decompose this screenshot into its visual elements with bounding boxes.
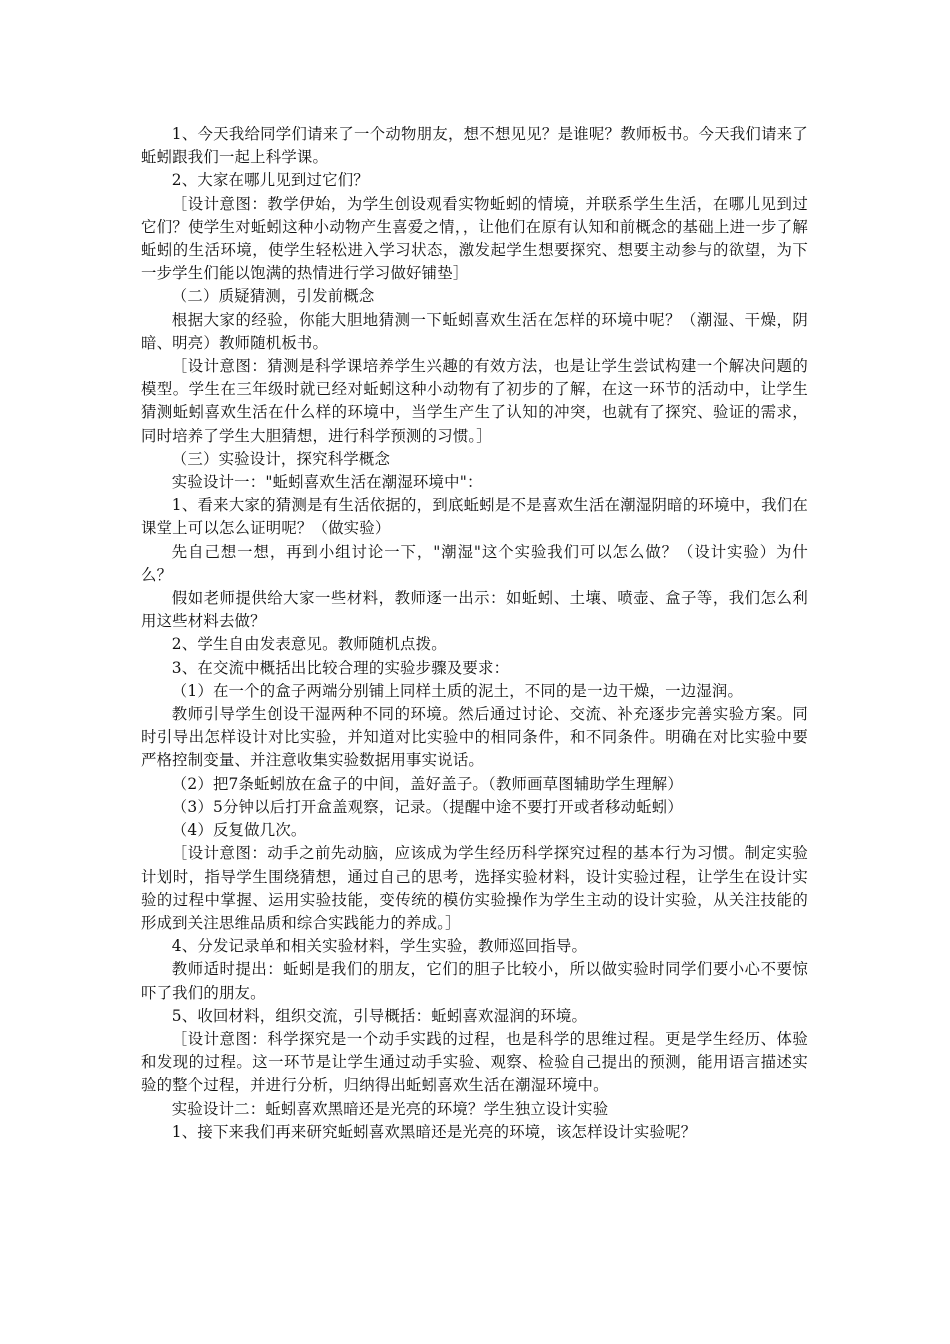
paragraph: 1、今天我给同学们请来了一个动物朋友，想不想见见？是谁呢？教师板书。今天我们请来了蚯蚓跟我们一起上科学课。 xyxy=(141,125,808,167)
paragraph: 2、大家在哪儿见到过它们？ xyxy=(171,171,369,190)
experiment-title: 实验设计二：蚯蚓喜欢黑暗还是光亮的环境？学生独立设计实验 xyxy=(171,1099,609,1118)
design-intent-note: ［设计意图：动手之前先动脑，应该成为学生经历科学探究过程的基本行为习惯。制定实验计划时，指导学生围绕猜想，通过自己的思考，选择实验材料，设计实验过程，让学生在设计实验的过程中掌握、运用实验技能，变传统的模仿实验操作为学生主动的设计实验，从关注技能的形成到关注思维品质和综合实践能力的养成。］ xyxy=(141,844,808,932)
paragraph: 根据大家的经验，你能大胆地猜测一下蚯蚓喜欢生活在怎样的环境中呢？（潮湿、干燥，阴暗、明亮）教师随机板书。 xyxy=(141,310,808,352)
design-intent-note: ［设计意图：科学探究是一个动手实践的过程，也是科学的思维过程。更是学生经历、体验和发现的过程。这一环节是让学生通过动手实验、观察、检验自己提出的预测，能用语言描述实验的整个过程，并进行分析，归纳得出蚯蚓喜欢生活在潮湿环境中。 xyxy=(141,1029,808,1095)
section-heading: （二）质疑猜测，引发前概念 xyxy=(171,287,375,306)
paragraph: 5、收回材料，组织交流，引导概括：蚯蚓喜欢湿润的环境。 xyxy=(171,1006,588,1025)
section-heading: （三）实验设计，探究科学概念 xyxy=(171,449,391,468)
paragraph: 3、在交流中概括出比较合理的实验步骤及要求： xyxy=(171,658,510,677)
experiment-title: 实验设计一："蚯蚓喜欢生活在潮湿环境中"： xyxy=(171,473,483,492)
paragraph: 先自己想一想，再到小组讨论一下，"潮湿"这个实验我们可以怎么做？（设计实验）为什么？ xyxy=(141,542,808,584)
experiment-step: （2）把7条蚯蚓放在盒子的中间，盖好盖子。（教师画草图辅助学生理解） xyxy=(171,774,683,793)
paragraph: 教师引导学生创设干湿两种不同的环境。然后通过讨论、交流、补充逐步完善实验方案。同时引导出怎样设计对比实验，并知道对比实验中的相同条件，和不同条件。明确在对比实验中要严格控制变量、并注意收集实验数据用事实说话。 xyxy=(141,705,808,770)
experiment-step: （1）在一个的盒子两端分别铺上同样土质的泥土，不同的是一边干燥，一边湿润。 xyxy=(171,681,744,700)
paragraph: 假如老师提供给大家一些材料，教师逐一出示：如蚯蚓、土壤、喷壶、盒子等，我们怎么利用这些材料去做？ xyxy=(141,589,808,631)
paragraph: 教师适时提出：蚯蚓是我们的朋友，它们的胆子比较小，所以做实验时同学们要小心不要惊吓了我们的朋友。 xyxy=(141,960,808,1002)
experiment-step: （4）反复做几次。 xyxy=(171,821,307,840)
paragraph: 1、看来大家的猜测是有生活依据的，到底蚯蚓是不是喜欢生活在潮湿阴暗的环境中，我们在课堂上可以怎么证明呢？（做实验） xyxy=(141,496,808,538)
paragraph: 2、学生自由发表意见。教师随机点拨。 xyxy=(171,635,447,654)
design-intent-note: ［设计意图：教学伊始，为学生创设观看实物蚯蚓的情境，并联系学生生活，在哪儿见到过它们？使学生对蚯蚓这种小动物产生喜爱之情，，让他们在原有认知和前概念的基础上进一步了解蚯蚓的生活环境，使学生轻松进入学习状态，激发起学生想要探究、想要主动参与的欲望，为下一步学生们能以饱满的热情进行学习做好铺垫］ xyxy=(141,194,808,283)
design-intent-note: ［设计意图：猜测是科学课培养学生兴趣的有效方法，也是让学生尝试构建一个解决问题的模型。学生在三年级时就已经对蚯蚓这种小动物有了初步的了解，在这一环节的活动中，让学生猜测蚯蚓喜欢生活在什么样的环境中，当学生产生了认知的冲突，也就有了探究、验证的需求，同时培养了学生大胆猜想，进行科学预测的习惯。］ xyxy=(141,357,808,445)
experiment-step: （3）5分钟以后打开盒盖观察，记录。（提醒中途不要打开或者移动蚯蚓） xyxy=(171,797,683,816)
paragraph: 4、分发记录单和相关实验材料，学生实验，教师巡回指导。 xyxy=(171,937,588,956)
paragraph: 1、接下来我们再来研究蚯蚓喜欢黑暗还是光亮的环境，该怎样设计实验呢？ xyxy=(171,1122,697,1141)
document-body xyxy=(141,123,808,1144)
